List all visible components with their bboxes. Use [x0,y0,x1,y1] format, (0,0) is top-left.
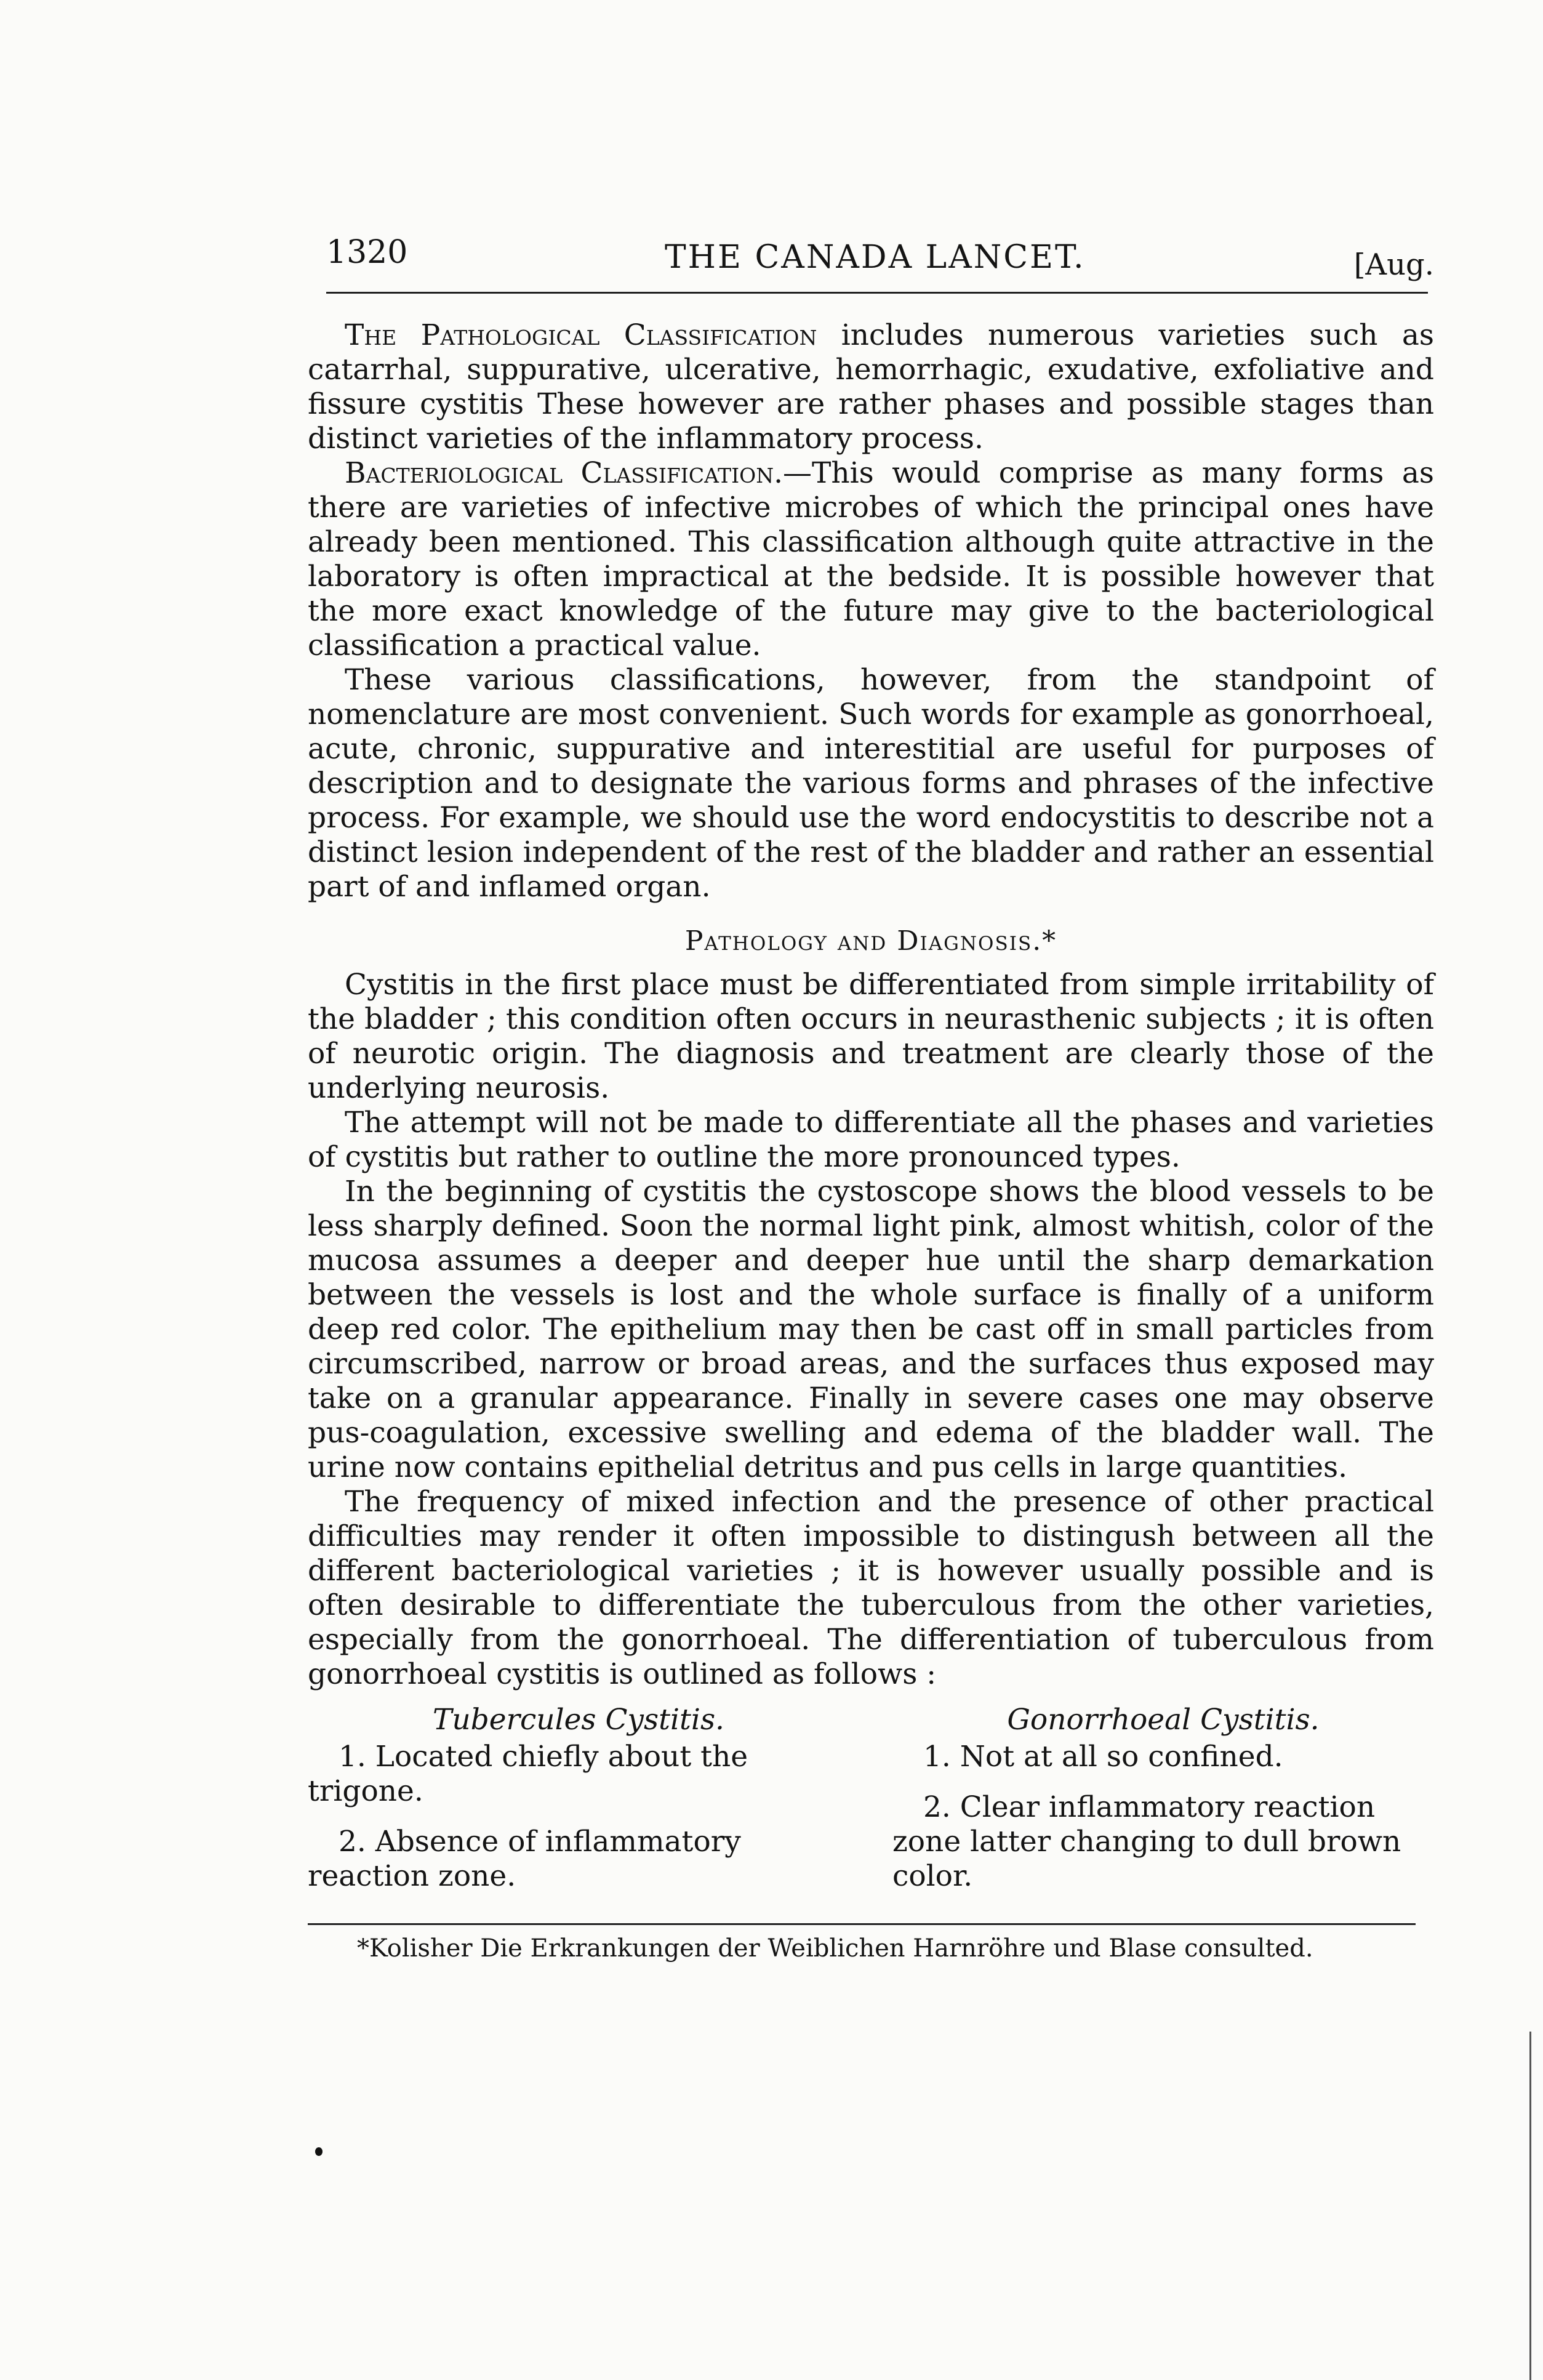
journal-page [308,234,1434,1963]
paragraph-text: —This would comprise as many forms as there are varieties of infective microbes of which the principal ones have already been mentioned. This classification although quite attractive in the laboratory is often impractical at the bedside. It is possible however that the more exact knowledge of the future may give to the bacteriological classification a practical value. [308,456,1434,662]
run-in-heading: The Pathological Classification [345,318,817,352]
paragraph-bacteriological-classification [308,456,1434,663]
paragraph-mixed-infection: The frequency of mixed infection and the presence of other practical difficulties may render it often impossible to distingush between all the different bacteriological varieties ; it is however usually possible and is often desirable to differentiate the tuberculous from the other varieties, especially from the gonorrhoeal. The differentiation of tuberculous from gonorrhoeal cystitis is outlined as follows : [308,1485,1434,1691]
paragraph-nomenclature: These various classifications, however, from the standpoint of nomenclature are most convenient. Such words for example as gonorrhoeal, acute, chronic, suppurative and interestitial are useful for purposes of description and to designate the various forms and phrases of the infective process. For example, we should use the word endocystitis to describe not a distinct lesion independent of the rest of the bladder and rather an essential part of and inflamed organ. [308,663,1434,904]
page-number: 1320 [326,234,408,271]
comparison-table [308,1703,1434,1910]
paragraph-irritability: Cystitis in the first place must be differentiated from simple irritability of the bladder ; this condition often occurs in neurasthenic subjects ; it is often of neurotic origin. The diagnosis and treatment are clearly those of the underlying neurosis. [308,968,1434,1105]
run-in-heading: Bacteriological Classification. [345,456,784,490]
paragraph-phases: The attempt will not be made to differentiate all the phases and varieties of cystitis but rather to outline the more pronounced types. [308,1106,1434,1174]
header-rule [326,292,1428,294]
paragraph-cystoscope: In the beginning of cystitis the cystoscope shows the blood vessels to be less sharply defined. Soon the normal light pink, almost whitish, color of the mucosa assumes a deeper and deeper hue until the sharp demarkation between the vessels is lost and the whole surface is finally of a uniform deep red color. The epithelium may then be cast off in small particles from circumscribed, narrow or broad areas, and the surfaces thus exposed may take on a granular appearance. Finally in severe cases one may observe pus-coagulation, excessive swelling and edema of the bladder wall. The urine now contains epithelial detritus and pus cells in large quantities. [308,1175,1434,1484]
list-item: 2. Clear inflammatory reaction zone latter changing to dull brown color. [892,1790,1401,1893]
ink-speck [315,2147,323,2156]
list-item: 1. Located chiefly about the trigone. [308,1740,748,1808]
issue-month: [Aug. [1353,247,1434,282]
page-header [308,234,1434,289]
list-item: 1. Not at all so confined. [923,1740,1283,1774]
section-heading: Pathology and Diagnosis.* [684,925,1057,957]
footnote-rule [308,1923,1416,1925]
column-heading: Tubercules Cystitis. [432,1703,725,1737]
list-item: 2. Absence of inflammatory reaction zone. [308,1825,741,1893]
paragraph-text: includes numerous varieties such as catarrhal, suppurative, ulcerative, hemorrhagic, exudative, exfoliative and fissure cystitis These however are rather phases and possible stages than distinct varieties of the inflammatory process. [308,318,1434,456]
journal-title: THE CANADA LANCET. [665,239,1086,276]
gonorrhoeal-column [892,1703,1434,1910]
column-heading: Gonorrhoeal Cystitis. [1007,1703,1320,1737]
page-edge-line [1529,2032,1531,2380]
paragraph-pathological-classification [308,318,1434,456]
tuberculous-column [308,1703,849,1910]
footnote: *Kolisher Die Erkrankungen der Weiblichen Harnröhre und Blase consulted. [357,1934,1313,1963]
